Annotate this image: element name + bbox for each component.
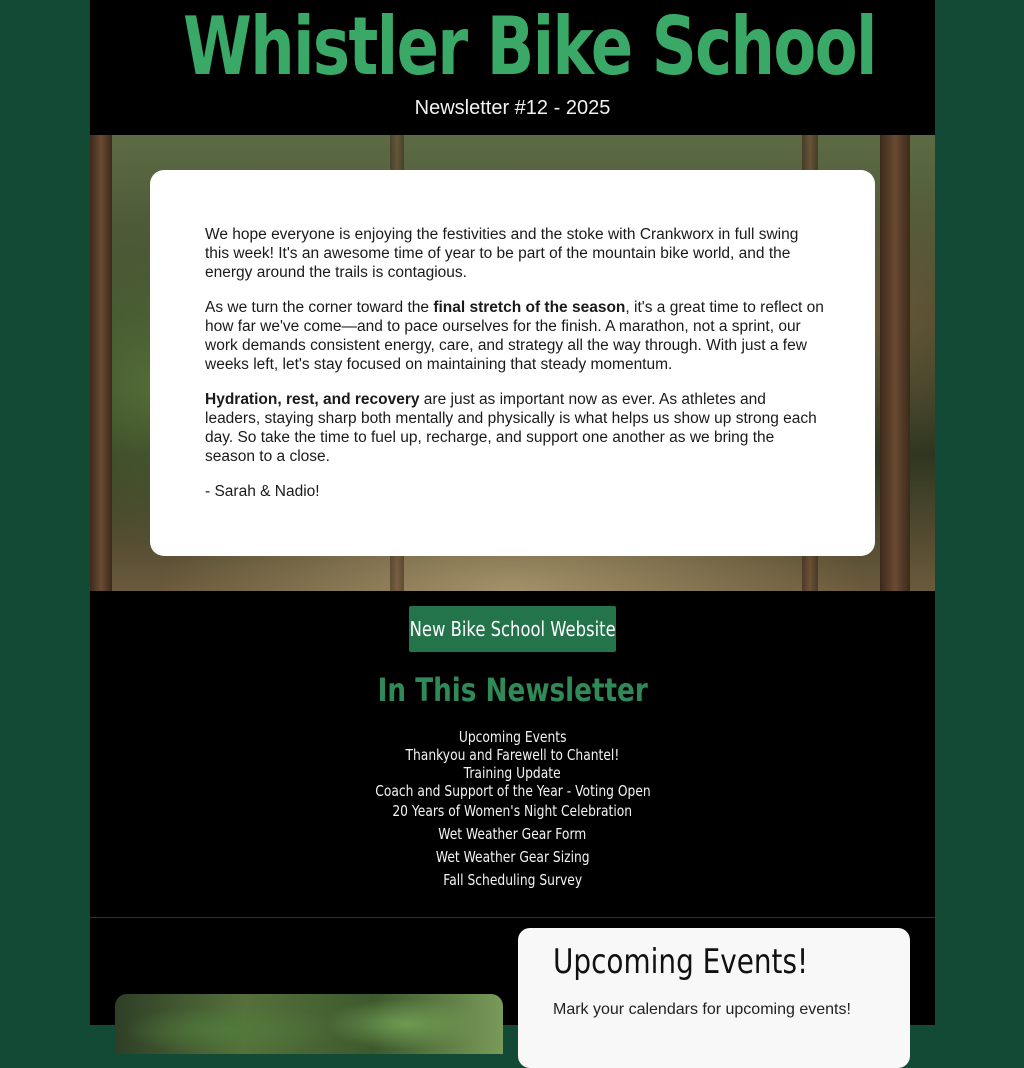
toc-link-womens-night[interactable]: 20 Years of Women's Night Celebration	[392, 802, 633, 820]
toc-item	[90, 764, 935, 782]
toc-link-coach-voting[interactable]: Coach and Support of the Year - Voting Open	[374, 782, 651, 800]
tree-trunk-decoration	[90, 135, 112, 591]
toc-link-farewell-chantel[interactable]: Thankyou and Farewell to Chantel!	[405, 746, 620, 764]
intro-card	[150, 170, 875, 556]
events-heading: Upcoming Events!	[553, 942, 809, 982]
toc-link-training-update[interactable]: Training Update	[464, 764, 561, 782]
toc-link-wet-weather-sizing[interactable]: Wet Weather Gear Sizing	[435, 848, 590, 866]
toc-heading-text: In This Newsletter	[377, 671, 648, 709]
toc-item	[90, 800, 935, 823]
intro-paragraph-3-tail: are just as important now as ever. As athletes and leaders, staying sharp both mentally and physically is what helps us show up strong each day. So take the time to fuel up, recharge, and support one another as we bring the season to a close.	[205, 391, 817, 465]
intro-paragraph-1: We hope everyone is enjoying the festivities and the stoke with Crankworx in full swing this week! It's an awesome time of year to be part of the mountain bike world, and the energy around the trails is contagious.	[205, 226, 799, 281]
toc-item	[90, 846, 935, 869]
new-website-button-label: New Bike School Website	[409, 617, 616, 641]
events-photo	[115, 994, 503, 1054]
toc-link-wet-weather-form[interactable]: Wet Weather Gear Form	[438, 825, 587, 843]
toc-item	[90, 782, 935, 800]
toc-item	[90, 728, 935, 746]
intro-paragraph-2-lead: As we turn the corner toward the	[205, 299, 434, 316]
intro-paragraph-3-emphasis: Hydration, rest, and recovery	[205, 391, 420, 408]
toc-item	[90, 869, 935, 892]
newsletter-page	[90, 0, 935, 1024]
intro-signoff: - Sarah & Nadio!	[205, 483, 320, 500]
intro-text	[205, 225, 825, 517]
issue-label: Newsletter #12 - 2025	[414, 97, 611, 119]
new-website-button[interactable]	[409, 606, 616, 652]
toc-heading	[90, 668, 935, 712]
toc-link-upcoming-events[interactable]: Upcoming Events	[458, 728, 567, 746]
toc-list	[90, 728, 935, 892]
intro-paragraph-2	[205, 298, 825, 374]
toc-item	[90, 746, 935, 764]
intro-paragraph-3	[205, 390, 825, 466]
events-subtitle: Mark your calendars for upcoming events!	[553, 1001, 851, 1018]
intro-paragraph-2-tail: , it's a great time to reflect on how far we've come—and to pace ourselves for the finish. A marathon, not a sprint, our work demands consistent energy, care, and strategy all the way through. With just a few weeks left, let's stay focused on maintaining that steady momentum.	[205, 299, 824, 373]
hero-banner	[90, 135, 935, 591]
masthead	[90, 0, 935, 135]
toc-link-fall-survey[interactable]: Fall Scheduling Survey	[443, 871, 582, 889]
events-card	[518, 928, 910, 1068]
tree-trunk-decoration	[880, 135, 910, 591]
upcoming-events-section	[90, 917, 935, 1025]
toc-item	[90, 823, 935, 846]
brand-title: Whistler Bike School	[182, 0, 876, 93]
intro-paragraph-2-emphasis: final stretch of the season	[433, 299, 626, 316]
